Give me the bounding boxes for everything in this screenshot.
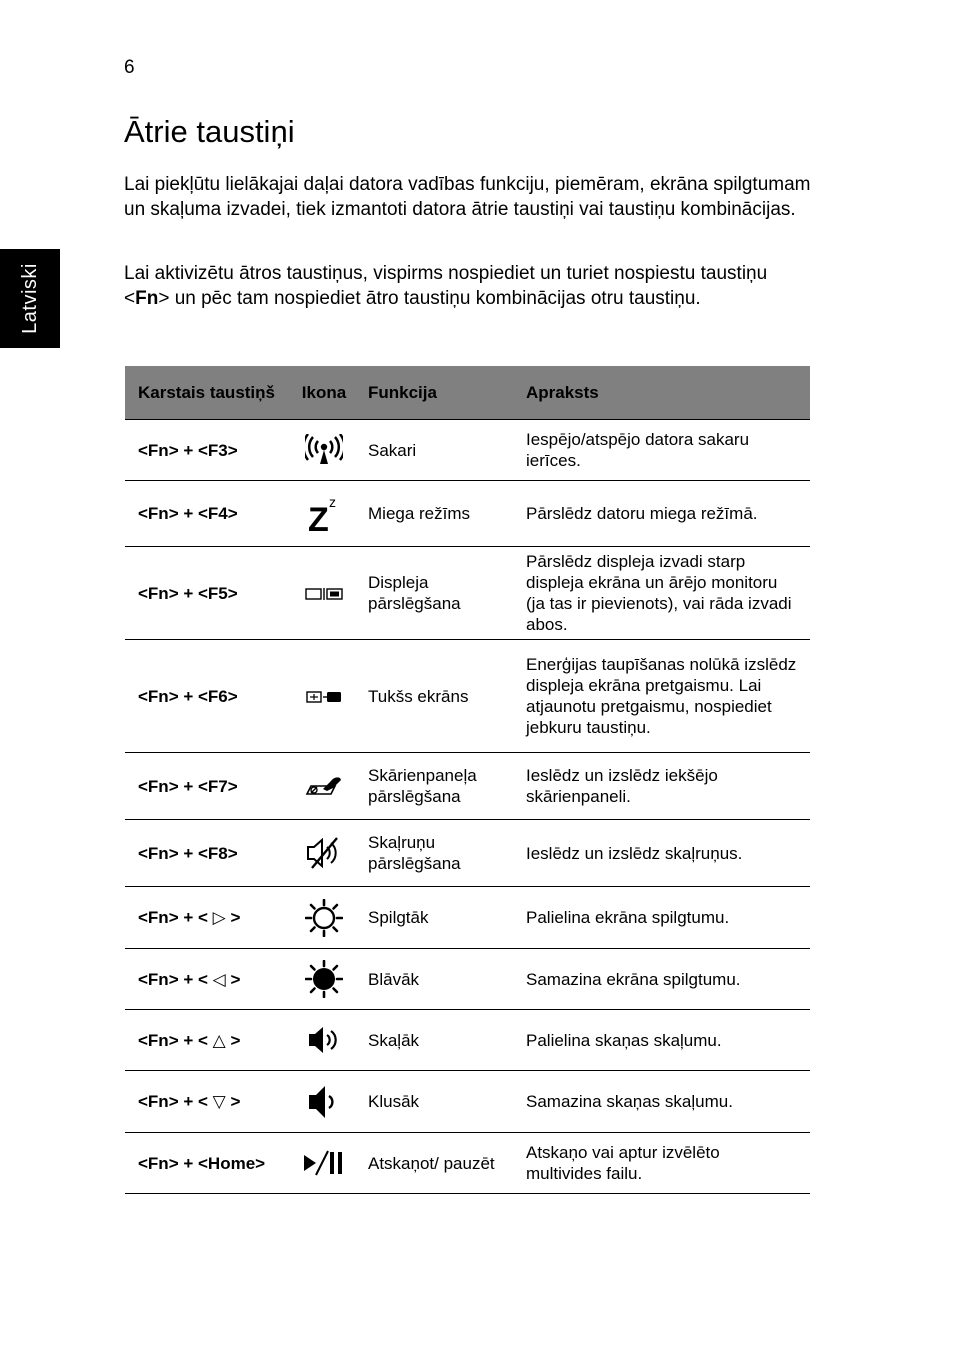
instruction-text-end: > un pēc tam nospiediet ātro taustiņu kombinācijas otru taustiņu. (158, 288, 701, 309)
table-row (125, 1071, 810, 1133)
table-row (125, 420, 810, 481)
table-row (125, 949, 810, 1010)
wireless-icon (305, 434, 343, 466)
description-cell: Enerģijas taupīšanas nolūkā izslēdz displeja ekrāna pretgaismu. Lai atjaunotu pretgaismu, nospiediet jebkuru taustiņu. (513, 640, 810, 753)
hotkey-cell: <Fn> + <F7> (125, 753, 293, 820)
speaker-toggle-icon (306, 836, 342, 870)
description-cell: Palielina skaņas skaļumu. (513, 1010, 810, 1071)
hotkeys-table (125, 366, 810, 1194)
description-cell: Pārslēdz displeja izvadi starp displeja ekrāna un ārējo monitoru (ja tas ir pievienots), vai rāda izvadi abos. (513, 547, 810, 640)
description-cell: Palielina ekrāna spilgtumu. (513, 887, 810, 949)
table-row (125, 820, 810, 887)
description-cell: Ieslēdz un izslēdz iekšējo skārienpaneli. (513, 753, 810, 820)
instruction-paragraph (124, 261, 814, 311)
hotkey-cell: <Fn> + < ▽ > (125, 1071, 293, 1133)
fn-key-name: Fn (135, 288, 159, 309)
svg-text:z: z (329, 493, 336, 510)
description-cell: Pārslēdz datoru miega režīmā. (513, 481, 810, 547)
header-key: Karstais taustiņš (125, 366, 293, 420)
table-row (125, 640, 810, 753)
volume-down-icon (307, 1084, 341, 1120)
hotkey-cell: <Fn> + < ▷ > (125, 887, 293, 949)
description-cell: Iespējo/atspējo datora sakaru ierīces. (513, 420, 810, 481)
table-row (125, 887, 810, 949)
table-row (125, 1133, 810, 1194)
display-toggle-icon (305, 587, 343, 601)
function-cell: Skaļruņu pārslēgšana (355, 820, 513, 887)
hotkey-cell: <Fn> + <Home> (125, 1133, 293, 1194)
header-icon: Ikona (293, 366, 355, 420)
description-cell: Ieslēdz un izslēdz skaļruņus. (513, 820, 810, 887)
function-cell: Spilgtāk (355, 887, 513, 949)
svg-text:Z: Z (308, 500, 329, 534)
hotkey-cell: <Fn> + <F3> (125, 420, 293, 481)
function-cell: Sakari (355, 420, 513, 481)
table-row (125, 481, 810, 547)
function-cell: Skaļāk (355, 1010, 513, 1071)
language-side-tab (0, 249, 60, 348)
sleep-icon (307, 494, 341, 534)
function-cell: Tukšs ekrāns (355, 640, 513, 753)
header-description: Apraksts (513, 366, 810, 420)
function-cell: Klusāk (355, 1071, 513, 1133)
description-cell: Atskaņo vai aptur izvēlēto multivides failu. (513, 1133, 810, 1194)
hotkey-cell: <Fn> + <F5> (125, 547, 293, 640)
brightness-down-icon (305, 960, 343, 998)
hotkey-cell: <Fn> + <F4> (125, 481, 293, 547)
function-cell: Miega režīms (355, 481, 513, 547)
volume-up-icon (307, 1024, 341, 1056)
language-side-tab-label: Latviski (18, 263, 41, 334)
table-row (125, 753, 810, 820)
function-cell: Blāvāk (355, 949, 513, 1010)
instruction-text-start: Lai aktivizētu ātros taustiņus, vispirms nospiediet un turiet nospiestu taustiņu < (124, 263, 768, 309)
function-cell: Displeja pārslēgšana (355, 547, 513, 640)
header-function: Funkcija (355, 366, 513, 420)
table-header-row (125, 366, 810, 420)
brightness-up-icon (305, 899, 343, 937)
hotkey-cell: <Fn> + <F8> (125, 820, 293, 887)
hotkey-cell: <Fn> + < ◁ > (125, 949, 293, 1010)
screen-blank-icon (306, 690, 342, 704)
page-number: 6 (124, 57, 135, 78)
play-pause-icon (302, 1149, 346, 1177)
description-cell: Samazina skaņas skaļumu. (513, 1071, 810, 1133)
description-cell: Samazina ekrāna spilgtumu. (513, 949, 810, 1010)
hotkey-cell: <Fn> + < △ > (125, 1010, 293, 1071)
table-row (125, 1010, 810, 1071)
intro-paragraph: Lai piekļūtu lielākajai daļai datora vadības funkciju, piemēram, ekrāna spilgtumam un skaļuma izvadei, tiek izmantoti datora ātrie taustiņi vai taustiņu kombinācijas. (124, 174, 811, 220)
page-title: Ātrie taustiņi (124, 114, 295, 149)
function-cell: Skārienpaneļa pārslēgšana (355, 753, 513, 820)
table-row (125, 547, 810, 640)
hotkey-cell: <Fn> + <F6> (125, 640, 293, 753)
function-cell: Atskaņot/ pauzēt (355, 1133, 513, 1194)
touchpad-toggle-icon (305, 774, 343, 798)
